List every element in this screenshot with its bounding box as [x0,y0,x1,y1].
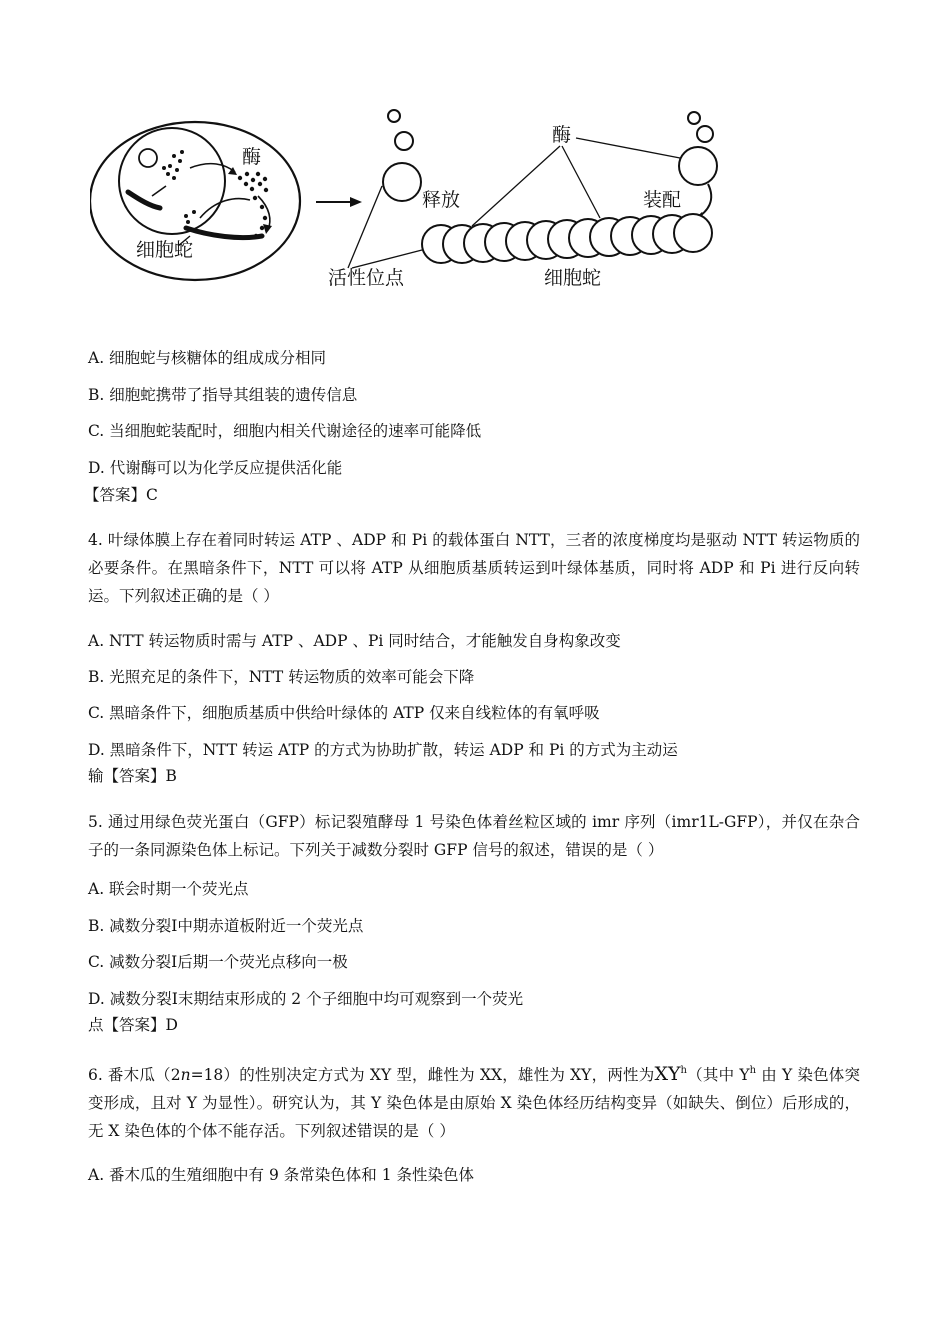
q6-stem-part-2: =18）的性别决定方式为 XY 型，雌性为 XX，雄性为 XY，两性为 [190,1066,655,1084]
q3-option-c: C. 当细胞蛇装配时，细胞内相关代谢途径的速率可能降低 [88,422,482,440]
cell-outline [90,122,300,280]
q3-option-d: D. 代谢酶可以为化学反应提供活化能 [88,459,343,477]
enzyme-incoming-medium [697,126,713,142]
nucleolus [139,149,157,167]
cell-snake-figure [90,108,770,303]
q6-stem-n: n [180,1066,191,1084]
q3-answer: 【答案】C [84,486,158,504]
q5-option-b: B. 减数分裂I中期赤道板附近一个荧光点 [88,917,364,935]
figure-label-enzyme-left: 酶 [242,146,262,168]
q3-option-a: A. 细胞蛇与核糖体的组成成分相同 [88,349,327,367]
q4-stem: 4. 叶绿体膜上存在着同时转运 ATP 、ADP 和 Pi 的载体蛋白 NTT，三者的浓度梯度均是驱动 NTT 转运物质的必要条件。在黑暗条件下，NTT 可以将 ATP 从细胞质基质转运到叶绿体基质，同时将 ADP 和 Pi 进行反向转运。下列叙述正确的是（ ） [88,531,860,605]
q5-option-c: C. 减数分裂I后期一个荧光点移向一极 [88,953,348,971]
arrow-into-nucleus [152,186,166,196]
q4-answer-line: 输【答案】B [88,767,177,785]
enzyme-released-large [383,163,421,201]
figure-label-assemble: 装配 [643,189,682,211]
figure-label-release: 释放 [422,189,461,211]
q6-stem-part-1: 6. 番木瓜（2 [88,1066,181,1084]
figure-label-cell-snake-right: 细胞蛇 [544,267,602,289]
assembly-arrow [696,184,711,218]
q6-stem-xy: XY [654,1063,681,1085]
enzyme-incoming-small [688,112,700,124]
active-site-pointer-2 [352,250,422,268]
enzyme-released-medium [395,132,413,150]
enzyme-pointer-2 [562,146,600,218]
enzyme-pointer-1 [472,146,560,226]
enzyme-incoming-large [679,147,717,185]
q6-stem-sup-2: h [749,1065,757,1076]
q6-stem-part-3: （其中 Y [686,1066,750,1084]
q4-option-c: C. 黑暗条件下，细胞质基质中供给叶绿体的 ATP 仅来自线粒体的有氧呼吸 [88,704,600,722]
figure-label-active-site: 活性位点 [328,267,405,289]
q6-option-a: A. 番木瓜的生殖细胞中有 9 条常染色体和 1 条性染色体 [88,1166,474,1184]
q5-option-a: A. 联会时期一个荧光点 [88,880,249,898]
cell-snake-in-cell [186,228,262,238]
q6-stem-sup-1: h [680,1065,687,1076]
q4-option-a: A. NTT 转运物质时需与 ATP 、ADP 、Pi 同时结合，才能触发自身构象改变 [88,632,621,650]
q5-answer-line: 点【答案】D [88,1016,178,1034]
curved-arrow-left [200,199,250,218]
q5-stem: 5. 通过用绿色荧光蛋白（GFP）标记裂殖酵母 1 号染色体着丝粒区域的 imr 序列（imr1L-GFP），并仅在杂合子的一条同源染色体上标记。下列关于减数分裂时 GFP 信号的叙述，错误的是（ ） [88,813,860,859]
q3-option-b: B. 细胞蛇携带了指导其组装的遗传信息 [88,386,358,404]
figure-label-enzyme-right: 酶 [552,124,572,146]
q4-option-d: D. 黑暗条件下，NTT 转运 ATP 的方式为协助扩散，转运 ADP 和 Pi 的方式为主动运 [88,741,678,759]
enzyme-pointer-3 [576,138,680,158]
cell-snake-chain [422,214,712,263]
figure-label-cell-snake-left: 细胞蛇 [136,239,194,261]
q4-option-b: B. 光照充足的条件下，NTT 转运物质的效率可能会下降 [88,668,475,686]
q5-option-d: D. 减数分裂I末期结束形成的 2 个子细胞中均可观察到一个荧光 [88,990,524,1008]
enzyme-released-small [388,110,400,122]
enzyme-dots-nucleus [162,150,184,180]
nucleus [119,128,225,234]
q6-stem-part-4: 由 Y 染色体突变形成，且对 Y 为显性）。研究认为，其 Y 染色体是由原始 X 染色体经历结构变异（如缺失、倒位）后形成的，无 X 染色体的个体不能存活。下列叙述错误的是（ ） [88,1066,861,1140]
arrow-out-nucleus [190,164,235,172]
q6-stem [88,1057,860,1145]
